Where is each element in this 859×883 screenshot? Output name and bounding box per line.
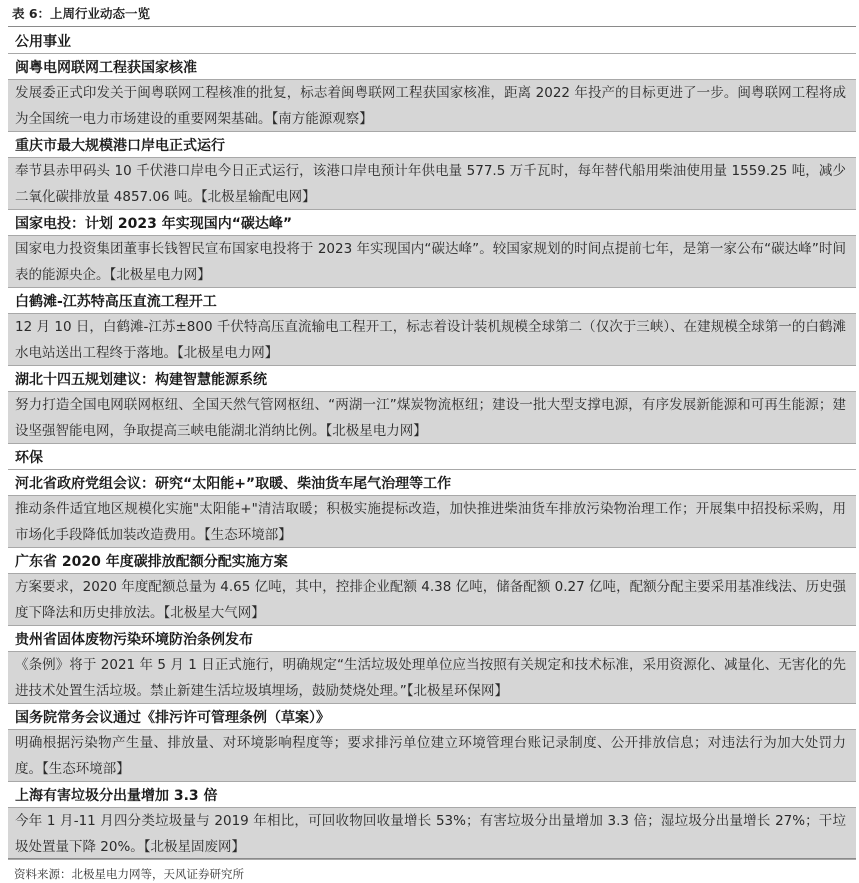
- news-title: 国家电投：计划 2023 年实现国内“碳达峰”: [8, 210, 856, 236]
- news-summary: 《条例》将于 2021 年 5 月 1 日正式施行，明确规定“生活垃圾处理单位应当按照有关规定和技术标准，采用资源化、减量化、无害化的先进技术处置生活垃圾。禁止新建生活垃圾填埋场，鼓励焚烧处理。”【北极星环保网】: [8, 652, 856, 704]
- news-summary: 国家电力投资集团董事长钱智民宣布国家电投将于 2023 年实现国内“碳达峰”。较国家规划的时间点提前七年，是第一家公布“碳达峰”时间表的能源央企。【北极星电力网】: [8, 236, 856, 288]
- news-title: 白鹤滩-江苏特高压直流工程开工: [8, 288, 856, 314]
- table-caption: 表 6：上周行业动态一览: [12, 6, 151, 21]
- news-title: 上海有害垃圾分出量增加 3.3 倍: [8, 782, 856, 808]
- section-header-utilities: 公用事业: [8, 28, 856, 54]
- news-summary: 发展委正式印发关于闽粤联网工程核准的批复，标志着闽粤联网工程获国家核准，距离 2022 年投产的目标更进了一步。闽粤联网工程将成为全国统一电力市场建设的重要网架基础。【南方能源观察】: [8, 80, 856, 132]
- news-title: 湖北十四五规划建议：构建智慧能源系统: [8, 366, 856, 392]
- news-title: 重庆市最大规模港口岸电正式运行: [8, 132, 856, 158]
- table-bottom-rule: [8, 858, 856, 859]
- news-summary: 努力打造全国电网联网枢纽、全国天然气管网枢纽、“两湖一江”煤炭物流枢纽；建设一批大型支撑电源，有序发展新能源和可再生能源；建设坚强智能电网，争取提高三峡电能湖北消纳比例。【北极星电力网】: [8, 392, 856, 444]
- news-summary: 12 月 10 日，白鹤滩-江苏±800 千伏特高压直流输电工程开工，标志着设计装机规模全球第二（仅次于三峡）、在建规模全球第一的白鹤滩水电站送出工程终于落地。【北极星电力网】: [8, 314, 856, 366]
- news-summary: 方案要求，2020 年度配额总量为 4.65 亿吨，其中，控排企业配额 4.38 亿吨，储备配额 0.27 亿吨，配额分配主要采用基准线法、历史强度下降法和历史排放法。【北极星大气网】: [8, 574, 856, 626]
- news-title: 国务院常务会议通过《排污许可管理条例（草案）》: [8, 704, 856, 730]
- news-summary: 奉节县赤甲码头 10 千伏港口岸电今日正式运行，该港口岸电预计年供电量 577.5 万千瓦时，每年替代船用柴油使用量 1559.25 吨，减少二氧化碳排放量 4857.06 吨。【北极星输配电网】: [8, 158, 856, 210]
- news-summary: 明确根据污染物产生量、排放量、对环境影响程度等；要求排污单位建立环境管理台账记录制度、公开排放信息；对违法行为加大处罚力度。【生态环境部】: [8, 730, 856, 782]
- news-title: 贵州省固体废物污染环境防治条例发布: [8, 626, 856, 652]
- news-summary: 推动条件适宜地区规模化实施"太阳能+"清洁取暖；积极实施提标改造，加快推进柴油货车排放污染物治理工作；开展集中招投标采购，用市场化手段降低加装改造费用。【生态环境部】: [8, 496, 856, 548]
- source-note: 资料来源：北极星电力网等，天风证券研究所: [14, 867, 244, 881]
- news-title: 闽粤电网联网工程获国家核准: [8, 54, 856, 80]
- table-top-rule: [8, 26, 856, 27]
- news-title: 广东省 2020 年度碳排放配额分配实施方案: [8, 548, 856, 574]
- news-table: [8, 28, 856, 860]
- news-title: 河北省政府党组会议：研究“太阳能+”取暖、柴油货车尾气治理等工作: [8, 470, 856, 496]
- section-header-environment: 环保: [8, 444, 856, 470]
- news-summary: 今年 1 月-11 月四分类垃圾量与 2019 年相比，可回收物回收量增长 53%；有害垃圾分出量增加 3.3 倍；湿垃圾分出量增长 27%；干垃圾处置量下降 20%。【北极星固废网】: [8, 808, 856, 860]
